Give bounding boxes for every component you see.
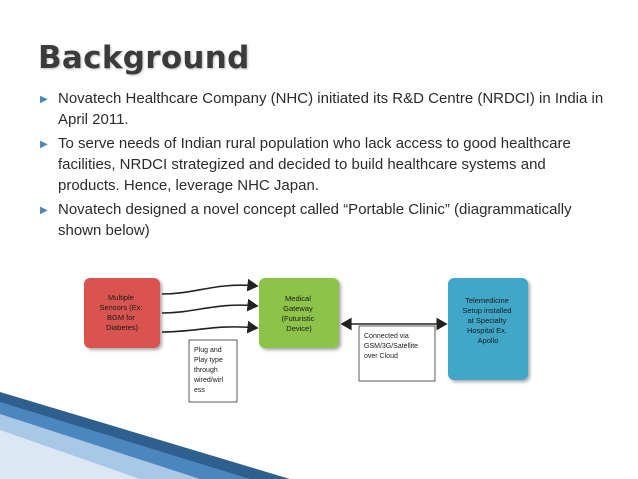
- bullet-item: [38, 199, 608, 241]
- bullet-list: [38, 88, 608, 244]
- gateway-label: Medical Gateway (Futuristic Device): [281, 294, 315, 333]
- triangle-bullet-icon: ▶: [40, 139, 48, 150]
- arrow-sensors-gateway-2: [162, 305, 257, 313]
- portable-clinic-diagram: [76, 268, 566, 408]
- bullet-item: [38, 133, 608, 196]
- bullet-item: [38, 88, 608, 130]
- slide-title: Background: [38, 40, 250, 76]
- telemedicine-label: Telemedicine Setup installed at Specialty Hospital Ex. Apollo: [462, 296, 512, 345]
- triangle-bullet-icon: ▶: [40, 94, 48, 105]
- connection-note-text: Connected via GSM/3G/Satellite over Cloud: [364, 333, 419, 360]
- bullet-text: To serve needs of Indian rural population who lack access to good healthcare facilities, NRDCI strategized and decided to build healthcare systems and products. Hence, leverage NHC Japan.: [58, 135, 571, 194]
- arrow-sensors-gateway-1: [162, 285, 257, 294]
- arrow-sensors-gateway-3: [162, 327, 257, 332]
- sensors-label: Multiple Sensors (Ex: BGM for Diabetes): [99, 293, 143, 332]
- plug-play-note-text: Plug and Play type through wired/wirl ess: [194, 347, 224, 394]
- medical-gateway-box: [259, 278, 339, 348]
- bullet-text: Novatech designed a novel concept called “Portable Clinic” (diagrammatically shown below): [58, 201, 572, 239]
- bullet-text: Novatech Healthcare Company (NHC) initiated its R&D Centre (NRDCI) in India in April 2011.: [58, 90, 604, 128]
- triangle-bullet-icon: ▶: [40, 205, 48, 216]
